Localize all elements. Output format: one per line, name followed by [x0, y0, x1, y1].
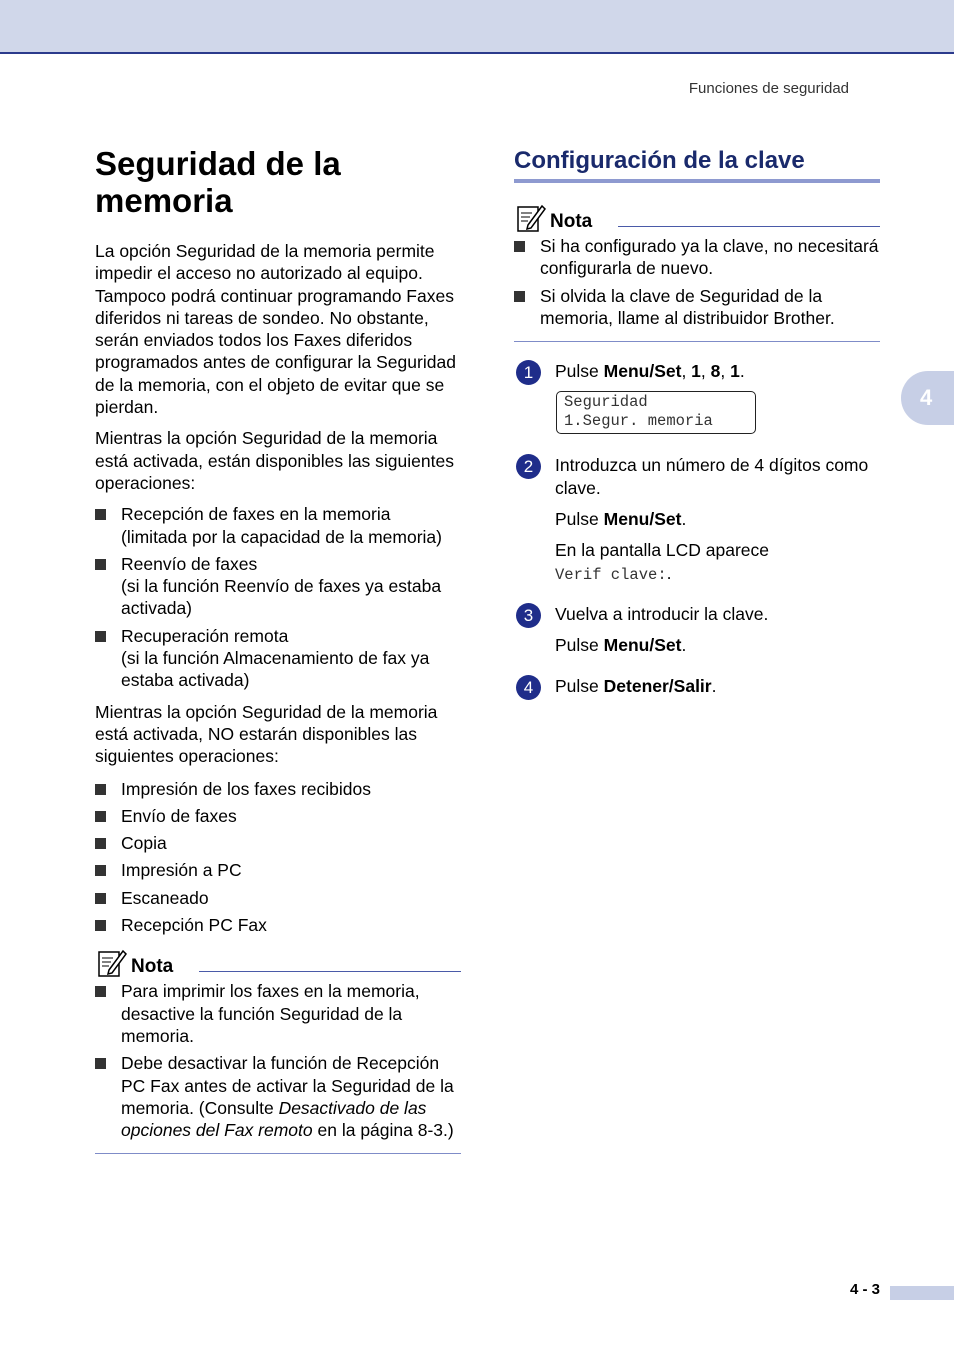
- list-item: Envío de faxes: [95, 805, 461, 827]
- step-3: 3 Vuelva a introducir la clave.: [514, 603, 880, 625]
- chapter-tab: 4: [901, 371, 954, 425]
- step-number-icon: 4: [516, 675, 541, 700]
- step-4: 4 Pulse Detener/Salir.: [514, 675, 880, 697]
- subsection-title: Configuración de la clave: [514, 147, 880, 183]
- square-bullet-icon: [95, 1058, 106, 1069]
- step-3-press: Pulse Menu/Set.: [555, 635, 687, 656]
- intro-paragraph: La opción Seguridad de la memoria permite impedir el acceso no autorizado al equipo. Tampoco podrá continuar programando Faxes diferidos ni tareas de sondeo. No obstante, serán enviados todos los Faxes diferidos programados antes de configurar la Seguridad de la memoria, con el objeto de evitar que se pierdan.: [95, 241, 456, 418]
- note-header: [95, 950, 461, 980]
- square-bullet-icon: [95, 509, 106, 520]
- square-bullet-icon: [95, 631, 106, 642]
- step-2-lcd-text: En la pantalla LCD aparece Verif clave:.: [555, 540, 770, 584]
- available-paragraph: Mientras la opción Seguridad de la memoria está activada, están disponibles las siguientes operaciones:: [95, 428, 454, 493]
- page-number: 4 - 3: [849, 1281, 880, 1298]
- lcd-line-1: Seguridad: [564, 393, 648, 412]
- square-bullet-icon: [95, 865, 106, 876]
- available-list: [95, 503, 461, 691]
- square-bullet-icon: [95, 920, 106, 931]
- step-2-press: Pulse Menu/Set.: [555, 509, 687, 530]
- note-label: Nota: [550, 211, 593, 232]
- list-item: Recepción de faxes en la memoria (limitada por la capacidad de la memoria): [95, 503, 461, 548]
- square-bullet-icon: [95, 559, 106, 570]
- note-item: Debe desactivar la función de Recepción PC Fax antes de activar la Seguridad de la memoria. (Consulte Desactivado de las opciones del Fax remoto en la página 8-3.): [95, 1052, 461, 1141]
- note-label: Nota: [131, 956, 174, 978]
- lcd-display: [556, 391, 756, 434]
- unavailable-list: [95, 778, 461, 937]
- square-bullet-icon: [95, 838, 106, 849]
- list-item: Recuperación remota (si la función Almacenamiento de fax ya estaba activada): [95, 625, 461, 692]
- square-bullet-icon: [95, 784, 106, 795]
- list-item: Reenvío de faxes (si la función Reenvío de faxes ya estaba activada): [95, 553, 461, 620]
- list-item: Impresión de los faxes recibidos: [95, 778, 461, 800]
- note-divider: [618, 226, 880, 227]
- list-item: Copia: [95, 832, 461, 854]
- section-title: Seguridad de la memoria: [95, 145, 341, 219]
- step-number-icon: 3: [516, 603, 541, 628]
- left-column: [95, 145, 461, 1154]
- note-pencil-icon: [516, 203, 546, 233]
- step-2: 2 Introduzca un número de 4 dígitos como clave.: [514, 454, 880, 499]
- running-header: Funciones de seguridad: [688, 80, 849, 97]
- note-divider: [199, 971, 461, 972]
- note-item: Si olvida la clave de Seguridad de la memoria, llame al distribuidor Brother.: [514, 285, 880, 330]
- right-column: [514, 145, 880, 697]
- note-list: [95, 980, 461, 1141]
- square-bullet-icon: [514, 291, 525, 302]
- square-bullet-icon: [95, 893, 106, 904]
- step-number-icon: 1: [516, 360, 541, 385]
- square-bullet-icon: [514, 241, 525, 252]
- list-item: Recepción PC Fax: [95, 914, 461, 936]
- note-item: Para imprimir los faxes en la memoria, desactive la función Seguridad de la memoria.: [95, 980, 461, 1047]
- square-bullet-icon: [95, 986, 106, 997]
- unavailable-paragraph: Mientras la opción Seguridad de la memoria está activada, NO estarán disponibles las siguientes operaciones:: [95, 701, 438, 767]
- step-number-icon: 2: [516, 454, 541, 479]
- note-pencil-icon: [97, 948, 127, 978]
- step-1: 1 Pulse Menu/Set, 1, 8, 1.: [514, 360, 880, 382]
- note-end-divider: [95, 1153, 461, 1154]
- header-band: [0, 0, 954, 54]
- list-item: Escaneado: [95, 887, 461, 909]
- square-bullet-icon: [95, 811, 106, 822]
- note-header: [514, 205, 880, 235]
- lcd-line-2: 1.Segur. memoria: [564, 412, 713, 431]
- list-item: Impresión a PC: [95, 859, 461, 881]
- footer-bar: [890, 1286, 954, 1300]
- note-end-divider: [514, 341, 880, 342]
- note-item: Si ha configurado ya la clave, no necesitará configurarla de nuevo.: [514, 235, 880, 280]
- note-list: [514, 235, 880, 329]
